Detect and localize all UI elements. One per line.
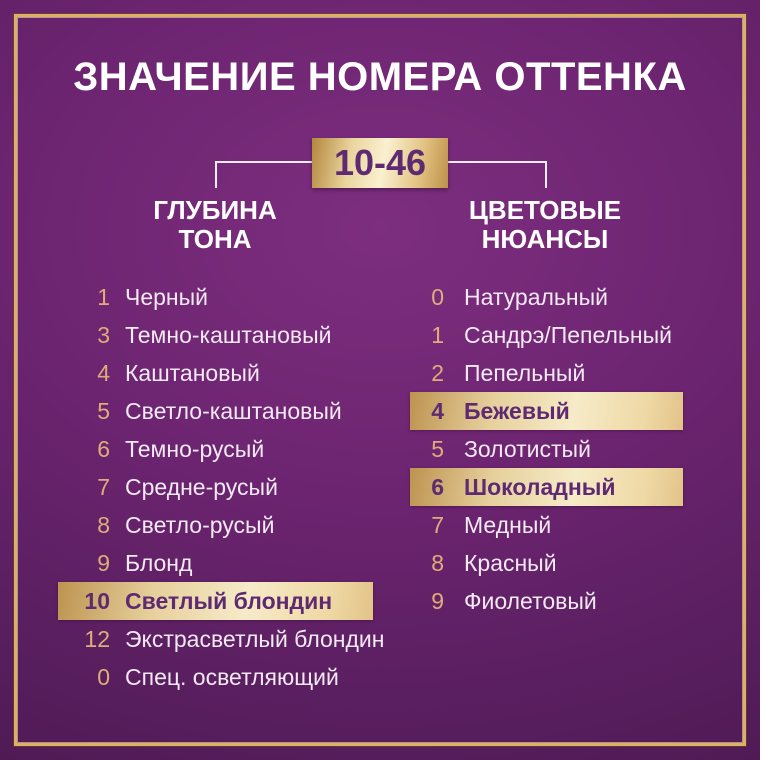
shade-label: Красный	[464, 549, 557, 576]
shade-number: 5	[431, 435, 444, 462]
shade-number: 6	[97, 435, 110, 462]
shade-row	[410, 430, 683, 468]
shade-row	[58, 468, 373, 506]
column-header-depth-line2: ТОНА	[178, 224, 252, 254]
shade-row	[410, 316, 683, 354]
column-header-depth	[95, 196, 335, 254]
shade-label: Светло-каштановый	[125, 397, 342, 424]
shade-number: 2	[431, 359, 444, 386]
shade-label: Натуральный	[464, 283, 608, 310]
shade-row-highlighted	[58, 582, 373, 620]
shade-row	[58, 620, 385, 658]
shade-number: 0	[431, 283, 444, 310]
shade-row	[58, 392, 373, 430]
color-nuances-list	[410, 278, 683, 620]
shade-row	[58, 316, 373, 354]
shade-row	[410, 506, 683, 544]
shade-label: Медный	[464, 511, 552, 538]
shade-number: 5	[97, 397, 110, 424]
shade-row	[58, 430, 373, 468]
shade-number: 9	[97, 549, 110, 576]
page-title: ЗНАЧЕНИЕ НОМЕРА ОТТЕНКА	[73, 55, 687, 99]
column-header-nuances-line1: ЦВЕТОВЫЕ	[468, 195, 622, 225]
shade-label: Бежевый	[464, 397, 570, 424]
shade-number-badge: 10-46	[312, 138, 448, 188]
column-header-depth-line1: ГЛУБИНА	[153, 195, 277, 225]
shade-row	[410, 544, 683, 582]
shade-label: Сандрэ/Пепельный	[464, 321, 672, 348]
shade-label: Фиолетовый	[464, 587, 597, 614]
shade-number: 7	[97, 473, 110, 500]
shade-row	[410, 582, 683, 620]
shade-number: 8	[97, 511, 110, 538]
shade-row	[58, 658, 373, 696]
shade-label: Шоколадный	[464, 473, 616, 500]
shade-label: Светло-русый	[125, 511, 275, 538]
shade-number: 8	[431, 549, 444, 576]
depth-of-tone-list	[58, 278, 385, 696]
shade-label: Спец. осветляющий	[125, 663, 339, 690]
shade-row-highlighted	[410, 468, 683, 506]
shade-row	[58, 506, 373, 544]
shade-row	[58, 544, 373, 582]
shade-number: 4	[431, 397, 444, 424]
shade-number: 4	[97, 359, 110, 386]
shade-row	[58, 278, 373, 316]
shade-label: Средне-русый	[125, 473, 278, 500]
shade-label: Пепельный	[464, 359, 586, 386]
shade-number: 3	[97, 321, 110, 348]
shade-row-highlighted	[410, 392, 683, 430]
shade-number: 1	[97, 283, 110, 310]
shade-number: 7	[431, 511, 444, 538]
shade-row	[410, 354, 683, 392]
column-header-nuances-line2: НЮАНСЫ	[481, 224, 609, 254]
shade-label: Блонд	[125, 549, 193, 576]
shade-label: Темно-каштановый	[125, 321, 332, 348]
shade-number: 12	[84, 625, 110, 652]
shade-row	[410, 278, 683, 316]
shade-label: Экстрасветлый блондин	[125, 625, 385, 652]
shade-label: Золотистый	[464, 435, 591, 462]
shade-number: 6	[431, 473, 444, 500]
shade-row	[58, 354, 373, 392]
shade-label: Каштановый	[125, 359, 260, 386]
column-header-nuances	[425, 196, 665, 254]
shade-number: 1	[431, 321, 444, 348]
shade-label: Темно-русый	[125, 435, 265, 462]
shade-number: 0	[97, 663, 110, 690]
shade-number: 10	[84, 587, 110, 614]
shade-label: Светлый блондин	[125, 587, 333, 614]
shade-label: Черный	[125, 283, 208, 310]
shade-number: 9	[431, 587, 444, 614]
